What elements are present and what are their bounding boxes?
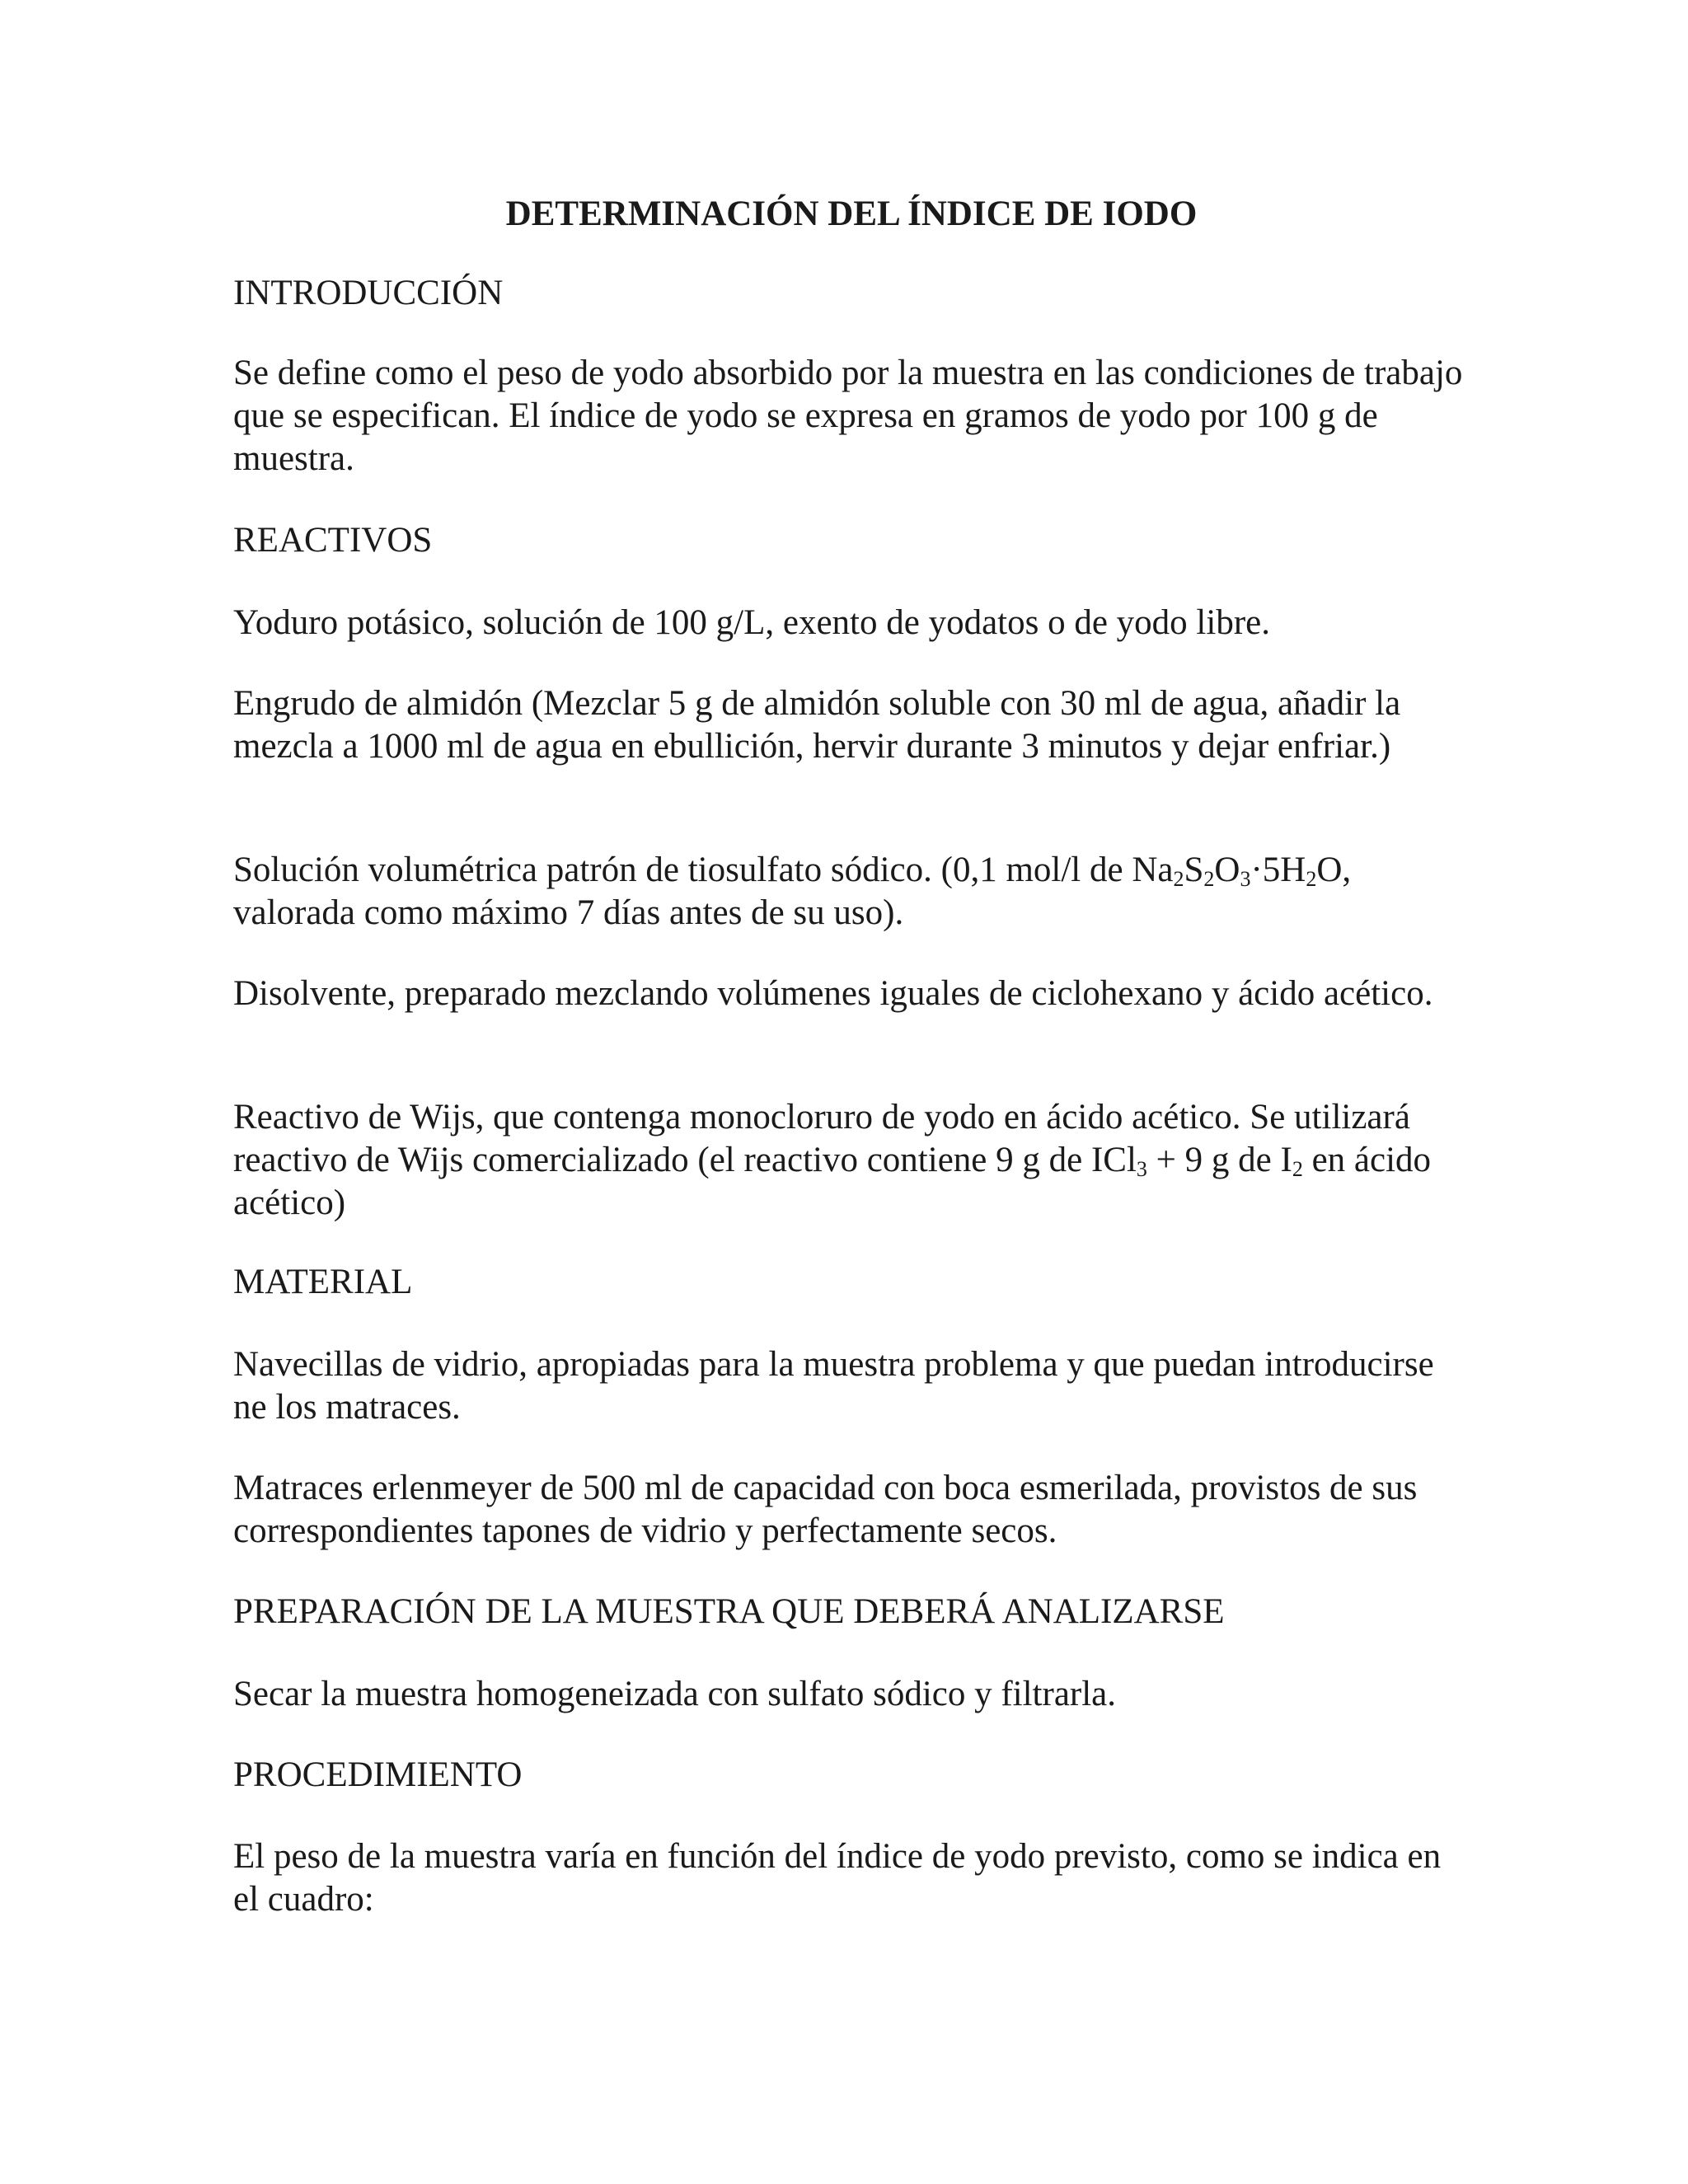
reactivo-3-sub-4: 2 <box>1306 867 1317 891</box>
reactivo-3-text-a: Solución volumétrica patrón de tiosulfato sódico. (0,1 mol/l de Na <box>233 851 1174 889</box>
paragraph-preparacion: Secar la muestra homogeneizada con sulfato sódico y filtrarla. <box>233 1675 1117 1713</box>
paragraph-procedimiento: El peso de la muestra varía en función del índice de yodo previsto, como se indica en el cuadro: <box>233 1837 1442 1919</box>
paragraph-reactivo-3 <box>233 849 1470 935</box>
reactivo-3-sub-1: 2 <box>1173 867 1184 891</box>
reactivo-5-text-b: + 9 g de I <box>1146 1141 1292 1179</box>
paragraph-material-2: Matraces erlenmeyer de 500 ml de capacidad con boca esmerilada, provistos de sus correspondientes tapones de vidrio y perfectamente secos. <box>233 1469 1418 1550</box>
paragraph-introduccion: Se define como el peso de yodo absorbido por la muestra en las condiciones de trabajo que se especifican. El índice de yodo se expresa en gramos de yodo por 100 g de muestra. <box>233 354 1463 478</box>
document-title: DETERMINACIÓN DEL ÍNDICE DE IODO <box>505 194 1198 233</box>
heading-preparacion: PREPARACIÓN DE LA MUESTRA QUE DEBERÁ ANALIZARSE <box>233 1592 1225 1631</box>
reactivo-3-sub-2: 2 <box>1203 867 1215 891</box>
reactivo-3-text-e: O, valorada como máximo 7 días antes de su uso). <box>233 851 1352 932</box>
paragraph-reactivo-5 <box>233 1096 1470 1225</box>
reactivo-3-sub-3: 3 <box>1240 867 1251 891</box>
reactivo-5-text-a: Reactivo de Wijs, que contenga monocloruro de yodo en ácido acético. Se utilizará reactivo de Wijs comercializado (el reactivo contiene 9 g de ICl <box>233 1098 1410 1179</box>
heading-reactivos: REACTIVOS <box>233 521 433 560</box>
heading-introduccion: INTRODUCCIÓN <box>233 274 504 312</box>
paragraph-reactivo-2: Engrudo de almidón (Mezclar 5 g de almidón soluble con 30 ml de agua, añadir la mezcla a 1000 ml de agua en ebullición, hervir durante 3 minutos y dejar enfriar.) <box>233 684 1401 766</box>
paragraph-reactivo-1: Yoduro potásico, solución de 100 g/L, exento de yodatos o de yodo libre. <box>233 603 1270 642</box>
reactivo-5-text-c: en ácido acético) <box>233 1141 1432 1222</box>
reactivo-3-text-b: S <box>1184 851 1204 889</box>
reactivo-5-sub-2: 2 <box>1292 1157 1303 1181</box>
heading-procedimiento: PROCEDIMIENTO <box>233 1755 523 1794</box>
reactivo-3-text-c: O <box>1214 851 1240 889</box>
reactivo-3-text-d: ·5H <box>1250 851 1306 889</box>
paragraph-reactivo-4: Disolvente, preparado mezclando volúmenes iguales de ciclohexano y ácido acético. <box>233 974 1433 1013</box>
heading-material: MATERIAL <box>233 1263 413 1301</box>
paragraph-material-1: Navecillas de vidrio, apropiadas para la muestra problema y que puedan introducirse ne los matraces. <box>233 1345 1434 1427</box>
reactivo-5-sub-1: 3 <box>1136 1157 1147 1181</box>
